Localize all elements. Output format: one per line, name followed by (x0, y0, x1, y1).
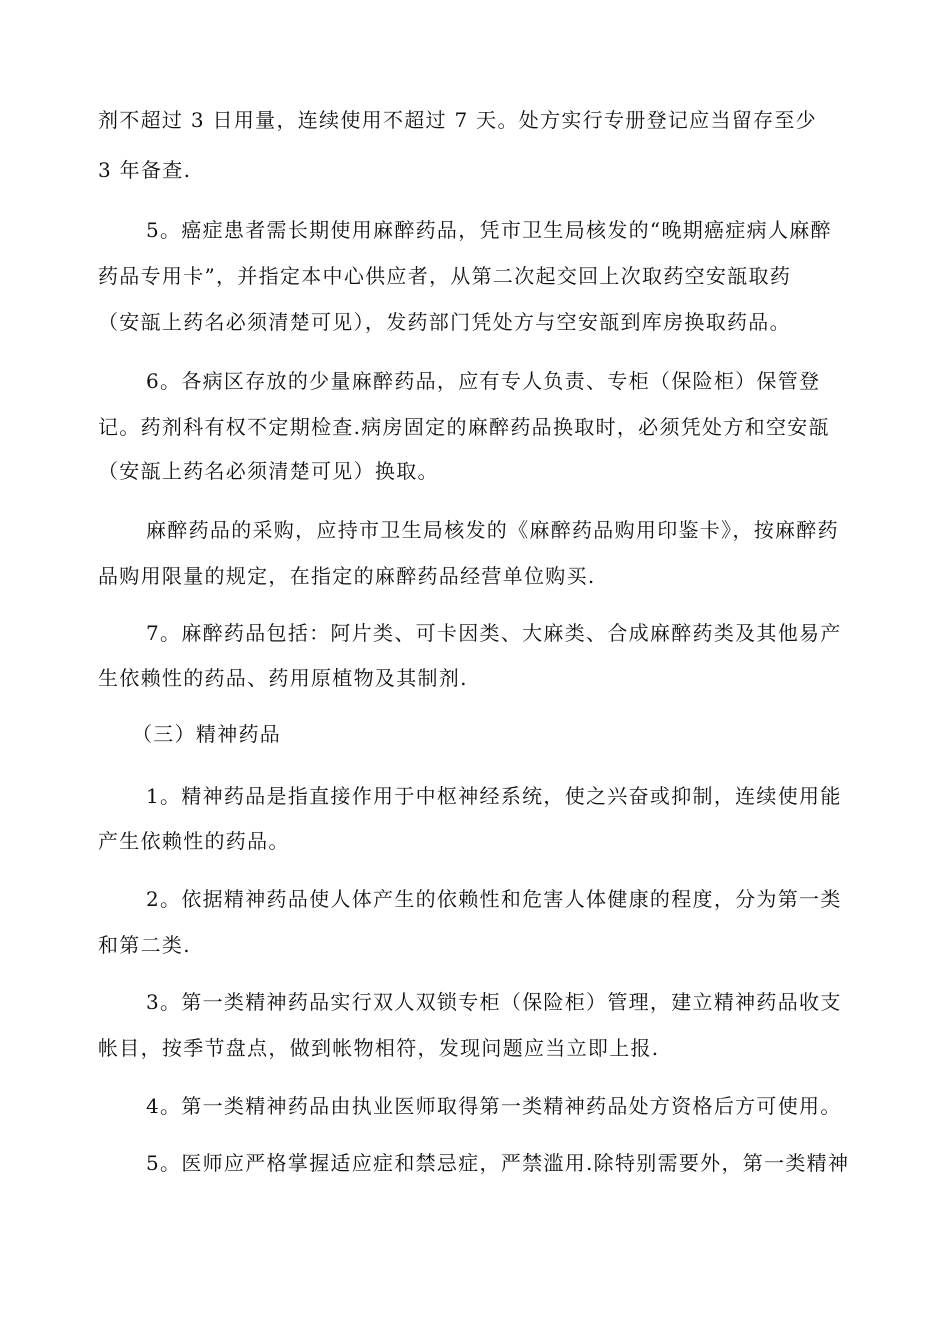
heading-text: （三）精神药品 (132, 722, 282, 746)
text-line: 和第二类. (98, 933, 191, 957)
text-line: 帐目，按季节盘点，做到帐物相符，发现问题应当立即上报. (98, 1036, 660, 1060)
text-line: 麻醉药品的采购，应持市卫生局核发的《麻醉药品购用印鉴卡》，按麻醉药 (146, 518, 839, 542)
text-line: 3。第一类精神药品实行双人双锁专柜（保险柜）管理，建立精神药品收支 (146, 990, 842, 1014)
text-line: 5。医师应严格掌握适应症和禁忌症，严禁滥用.除特别需要外，第一类精神 (146, 1151, 850, 1175)
text-line: 5。癌症患者需长期使用麻醉药品，凭市卫生局核发的“晚期癌症病人麻醉 (146, 218, 832, 242)
text-line: 6。各病区存放的少量麻醉药品，应有专人负责、专柜（保险柜）保管登 (146, 369, 821, 393)
text-line: 7。麻醉药品包括：阿片类、可卡因类、大麻类、合成麻醉药类及其他易产 (146, 621, 842, 645)
text-line: 品购用限量的规定，在指定的麻醉药品经营单位购买. (98, 564, 596, 588)
text-line: 药品专用卡”，并指定本中心供应者，从第二次起交回上次取药空安瓿取药 (98, 264, 792, 288)
text-line: 生依赖性的药品、药用原植物及其制剂. (98, 666, 468, 690)
text-line: 剂不超过 3 日用量，连续使用不超过 7 天。处方实行专册登记应当留存至少 (98, 108, 817, 132)
text-line: （安瓿上药名必须清楚可见）换取。 (98, 459, 439, 483)
text-line: （安瓿上药名必须清楚可见），发药部门凭处方与空安瓿到库房换取药品。 (98, 310, 791, 334)
text-line: 2。依据精神药品使人体产生的依赖性和危害人体健康的程度，分为第一类 (146, 887, 842, 911)
text-line: 1。精神药品是指直接作用于中枢神经系统，使之兴奋或抑制，连续使用能 (146, 784, 842, 808)
text-line: 4。第一类精神药品由执业医师取得第一类精神药品处方资格后方可使用。 (146, 1094, 842, 1118)
text-line: 产生依赖性的药品。 (98, 829, 290, 853)
text-line: 记。药剂科有权不定期检查.病房固定的麻醉药品换取时，必须凭处方和空安瓿 (98, 415, 830, 439)
text-line: 3 年备查. (98, 158, 192, 182)
